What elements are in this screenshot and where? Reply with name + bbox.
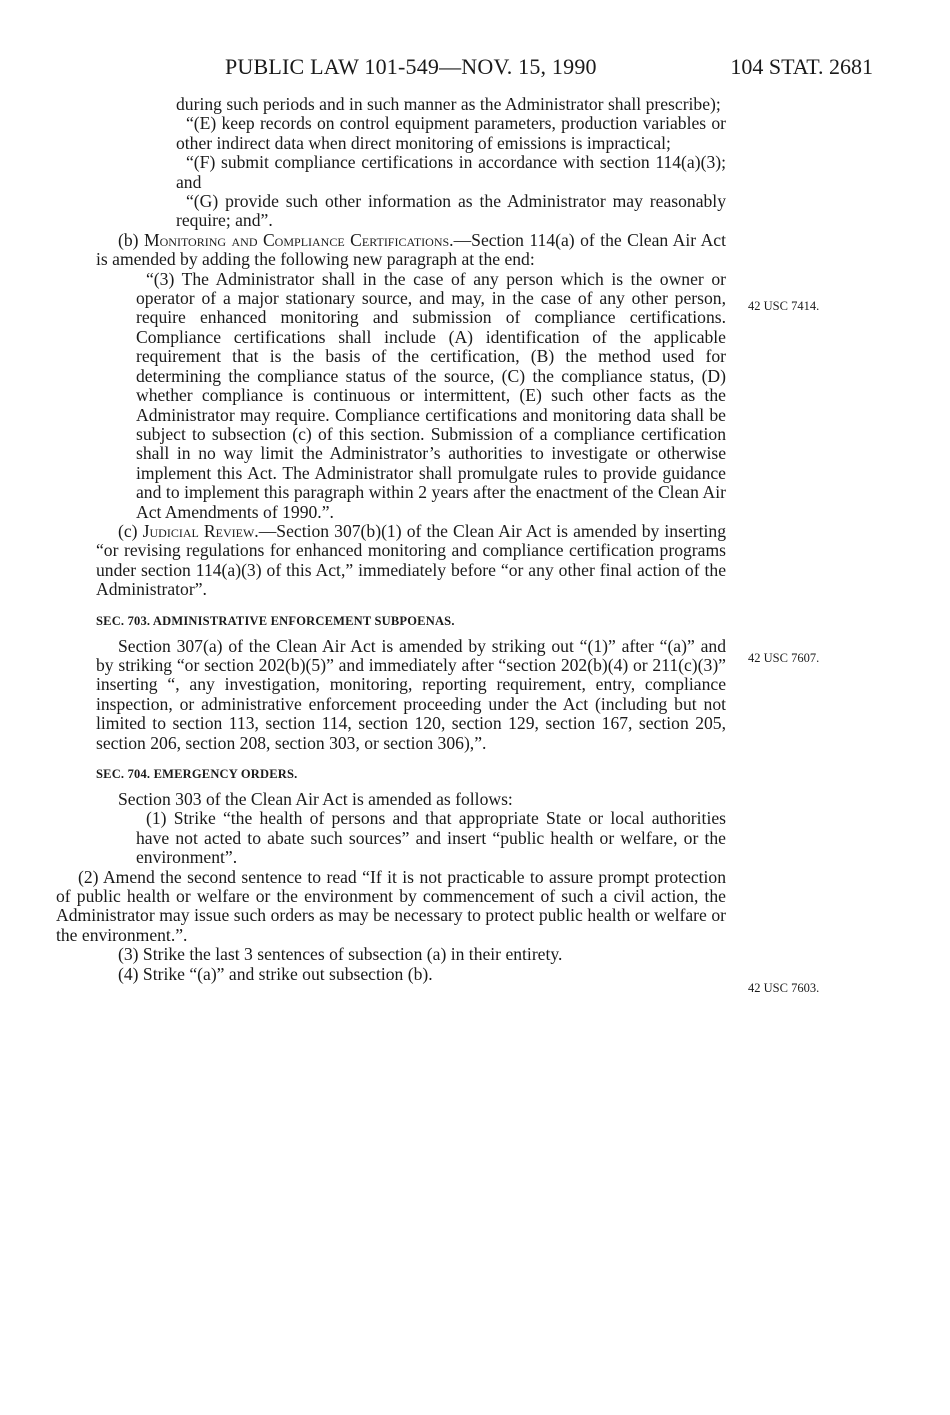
paragraph-continuation: during such periods and in such manner as the Administrator shall prescribe); [176, 94, 721, 114]
margin-note-usc-7603: 42 USC 7603. [748, 981, 820, 995]
paragraph-E: “(E) keep records on control equipment parameters, production variables or other indirect data when direct monitoring of emissions is impractical; [176, 113, 726, 153]
subsection-c [96, 522, 726, 600]
page-header [225, 54, 873, 82]
section-704-intro: Section 303 of the Clean Air Act is amended as follows: [118, 789, 513, 809]
subsection-c-text: —Section 307(b)(1) of the Clean Air Act is amended by inserting “or revising regulations for enhanced monitoring and compliance certification programs under section 114(a)(3) of this Act,” immediately before “or any other final action of the Administrator”. [96, 520, 726, 600]
section-703-text: Section 307(a) of the Clean Air Act is amended by striking out “(1)” after “(a)” and by striking “or section 202(b)(5)” and immediately after “section 202(b)(4) or 211(c)(3)” inserting “, any investigation, monitoring, reporting requirement, entry, compliance inspection, or administrative enforcement proceeding under the Act (including but not limited to section 113, section 114, section 120, section 129, section 167, section 205, section 206, section 208, section 303, or section 306),”. [96, 635, 726, 753]
subsection-c-label: (c) [118, 520, 143, 541]
section-704-heading: SEC. 704. EMERGENCY ORDERS. [96, 767, 298, 781]
section-704-item-3: (3) Strike the last 3 sentences of subsection (a) in their entirety. [118, 944, 563, 965]
subsection-b-text: —Section 114(a) of the Clean Air Act is amended by adding the following new paragraph at the end: [96, 229, 726, 270]
page-body [56, 94, 726, 984]
paragraph-3: “(3) The Administrator shall in the case of any person which is the owner or operator of a major stationary source, and may, in the case of any other person, require enhanced monitoring and submission of compliance certifications. Compliance certifications shall include (A) identification of the applicable requirement that is the basis of the certification, (B) the method used for determining the compliance status of the source, (C) the compliance status, (D) whether compliance is continuous or intermittent, (E) such other facts as the Administrator may require. Compliance certifications and monitoring data shall be subject to subsection (c) of this section. Submission of a compliance certification shall in no way limit the Administrator’s authorities to investigate or otherwise implement this Act. The Administrator shall promulgate rules to provide guidance and to implement this paragraph within 2 years after the enactment of the Clean Air Act Amendments of 1990.”. [136, 268, 726, 522]
section-704-item-1: (1) Strike “the health of persons and that appropriate State or local authorities have not acted to abate such sources” and insert “public health or welfare, or the environment”. [136, 808, 726, 868]
header-stat-number: 104 STAT. 2681 [730, 54, 873, 79]
subsection-b-heading: Monitoring and Compliance Certifications. [143, 229, 454, 250]
section-704-item-2: (2) Amend the second sentence to read “If it is not practicable to assure prompt protection of public health or welfare or the environment by commencement of such a civil action, the Administrator may issue such orders as may be necessary to protect public health or welfare or the environment.”. [56, 866, 726, 945]
margin-note-usc-7414: 42 USC 7414. [748, 299, 820, 313]
section-704-item-4: (4) Strike “(a)” and strike out subsection (b). [118, 963, 433, 984]
margin-note-usc-7607: 42 USC 7607. [748, 651, 820, 665]
subsection-b-label: (b) [118, 229, 144, 250]
section-703-heading: SEC. 703. ADMINISTRATIVE ENFORCEMENT SUBPOENAS. [96, 613, 455, 628]
paragraph-G: “(G) provide such other information as the Administrator may reasonably require; and”. [176, 191, 726, 231]
header-title: PUBLIC LAW 101-549—NOV. 15, 1990 [225, 54, 597, 79]
subsection-c-heading: Judicial Review. [142, 520, 259, 541]
subsection-b [96, 231, 726, 270]
paragraph-F: “(F) submit compliance certifications in accordance with section 114(a)(3); and [176, 152, 726, 192]
